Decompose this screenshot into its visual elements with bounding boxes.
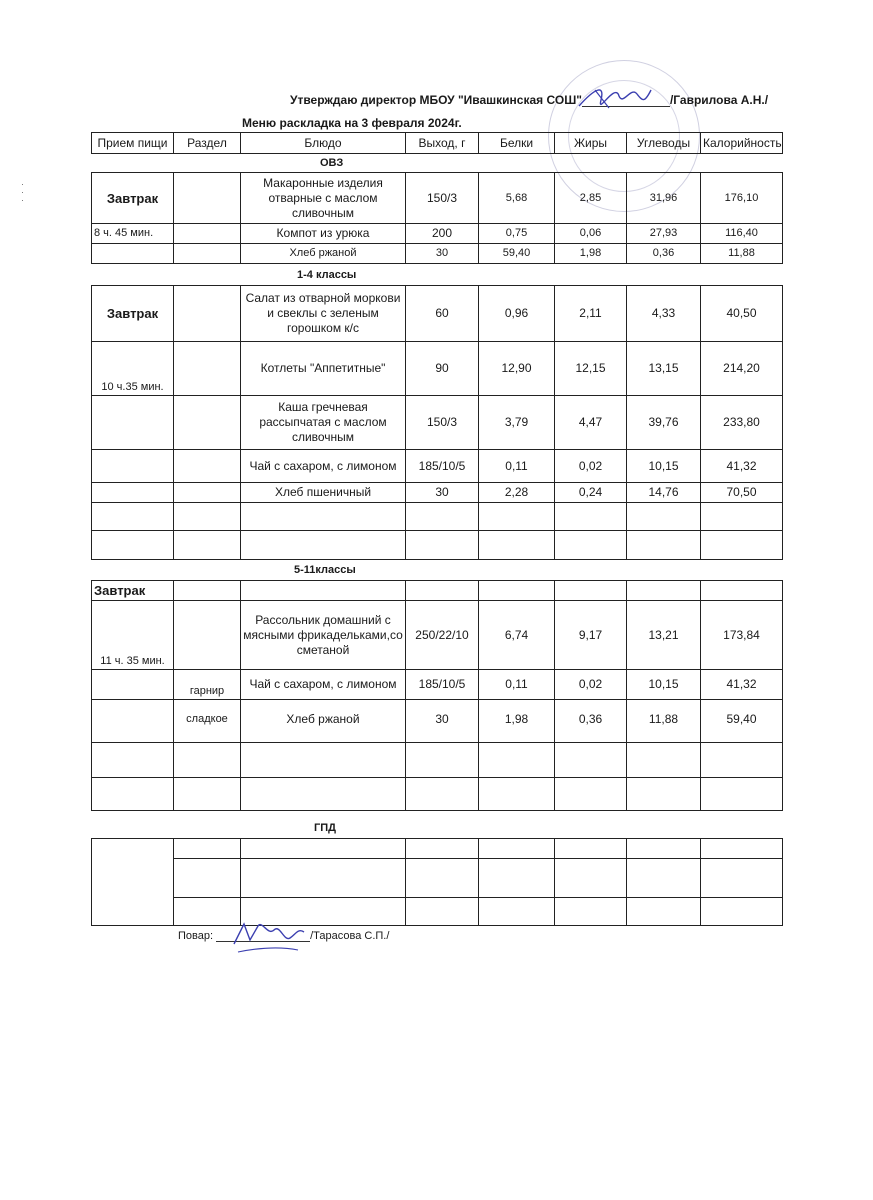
section-cell	[174, 450, 241, 483]
table-row	[92, 286, 783, 342]
meal-name: Завтрак	[92, 286, 174, 342]
carbs-cell: 13,15	[627, 342, 701, 396]
kcal-cell: 173,84	[701, 601, 783, 670]
dish-cell	[241, 581, 406, 601]
meal-cell	[92, 396, 174, 450]
header-section: Раздел	[174, 133, 241, 154]
fat-cell: 0,36	[555, 700, 627, 743]
fat-cell: 4,47	[555, 396, 627, 450]
dish-cell: Хлеб ржаной	[241, 244, 406, 264]
meal-name: Завтрак	[92, 581, 174, 601]
empty-row	[92, 839, 783, 859]
fat-cell: 0,24	[555, 483, 627, 503]
section-title-1-4: 1-4 классы	[297, 269, 357, 281]
protein-cell: 6,74	[479, 601, 555, 670]
kcal-cell: 70,50	[701, 483, 783, 503]
kcal-cell: 59,40	[701, 700, 783, 743]
header-fat: Жиры	[555, 133, 627, 154]
table-header-row	[92, 133, 783, 154]
meal-time: 11 ч. 35 мин.	[92, 601, 174, 670]
menu-table-ovz-rows	[91, 172, 783, 264]
yield-cell: 185/10/5	[406, 670, 479, 700]
meal-cell	[92, 839, 174, 926]
yield-cell: 150/3	[406, 173, 479, 224]
header-kcal: Калорийность	[701, 133, 783, 154]
protein-cell: 0,11	[479, 670, 555, 700]
fat-cell: 12,15	[555, 342, 627, 396]
empty-row	[92, 778, 783, 811]
empty-row	[92, 503, 783, 531]
carbs-cell: 13,21	[627, 601, 701, 670]
header-meal: Прием пищи	[92, 133, 174, 154]
fat-cell: 2,11	[555, 286, 627, 342]
protein-cell: 0,75	[479, 224, 555, 244]
menu-table-gpd	[91, 838, 783, 926]
protein-cell: 12,90	[479, 342, 555, 396]
section-cell	[174, 286, 241, 342]
yield-cell: 90	[406, 342, 479, 396]
header-dish: Блюдо	[241, 133, 406, 154]
carbs-cell: 27,93	[627, 224, 701, 244]
meal-name: Завтрак	[92, 173, 174, 224]
yield-cell: 185/10/5	[406, 450, 479, 483]
yield-cell: 250/22/10	[406, 601, 479, 670]
table-row	[92, 224, 783, 244]
fat-cell: 9,17	[555, 601, 627, 670]
dish-cell: Салат из отварной моркови и свеклы с зеленым горошком к/с	[241, 286, 406, 342]
section-cell	[174, 224, 241, 244]
protein-cell: 0,11	[479, 450, 555, 483]
empty-row	[92, 859, 783, 898]
dish-cell: Чай с сахаром, с лимоном	[241, 450, 406, 483]
yield-cell: 30	[406, 483, 479, 503]
page-title: Меню раскладка на 3 февраля 2024г.	[242, 116, 462, 130]
dish-cell: Чай с сахаром, с лимоном	[241, 670, 406, 700]
dish-cell: Хлеб пшеничный	[241, 483, 406, 503]
kcal-cell: 11,88	[701, 244, 783, 264]
meal-cell	[92, 670, 174, 700]
header-protein: Белки	[479, 133, 555, 154]
table-row	[92, 396, 783, 450]
fat-cell: 0,02	[555, 450, 627, 483]
menu-table-1-4	[91, 285, 783, 560]
yield-cell: 30	[406, 244, 479, 264]
protein-cell: 1,98	[479, 700, 555, 743]
header-yield: Выход, г	[406, 133, 479, 154]
carbs-cell: 10,15	[627, 670, 701, 700]
carbs-cell: 11,88	[627, 700, 701, 743]
approval-text: Утверждаю директор МБОУ "Ивашкинская СОШ"	[290, 93, 582, 107]
protein-cell: 2,28	[479, 483, 555, 503]
table-row	[92, 342, 783, 396]
carbs-cell: 14,76	[627, 483, 701, 503]
header-carbs: Углеводы	[627, 133, 701, 154]
yield-cell: 30	[406, 700, 479, 743]
carbs-cell: 0,36	[627, 244, 701, 264]
carbs-cell: 10,15	[627, 450, 701, 483]
menu-table-ovz	[91, 132, 783, 154]
protein-cell: 5,68	[479, 173, 555, 224]
section-cell: гарнир	[174, 670, 241, 700]
meal-cell	[92, 450, 174, 483]
section-title-ovz: ОВЗ	[320, 157, 344, 169]
section-cell	[174, 342, 241, 396]
table-row	[92, 450, 783, 483]
protein-cell: 59,40	[479, 244, 555, 264]
table-row	[92, 601, 783, 670]
kcal-cell: 233,80	[701, 396, 783, 450]
approval-line	[290, 93, 768, 107]
carbs-cell: 31,96	[627, 173, 701, 224]
carbs-cell: 4,33	[627, 286, 701, 342]
table-row	[92, 581, 783, 601]
table-row	[92, 173, 783, 224]
menu-table-5-11	[91, 580, 783, 811]
section-cell	[174, 173, 241, 224]
section-cell	[174, 244, 241, 264]
empty-row	[92, 531, 783, 560]
cook-name: /Тарасова С.П./	[310, 930, 390, 942]
kcal-cell: 214,20	[701, 342, 783, 396]
dish-cell: Хлеб ржаной	[241, 700, 406, 743]
dish-cell: Макаронные изделия отварные с маслом сливочным	[241, 173, 406, 224]
fat-cell: 2,85	[555, 173, 627, 224]
table-row	[92, 670, 783, 700]
meal-time: 10 ч.35 мин.	[92, 342, 174, 396]
cook-signature	[228, 918, 308, 958]
meal-cell	[92, 483, 174, 503]
empty-row	[92, 898, 783, 926]
fat-cell: 0,06	[555, 224, 627, 244]
table-row	[92, 700, 783, 743]
empty-row	[92, 743, 783, 778]
table-row	[92, 483, 783, 503]
section-cell	[174, 601, 241, 670]
kcal-cell: 40,50	[701, 286, 783, 342]
cook-label: Повар:	[178, 930, 214, 942]
dish-cell: Рассольник домашний с мясными фрикадельками,со сметаной	[241, 601, 406, 670]
section-cell	[174, 396, 241, 450]
dish-cell: Каша гречневая рассыпчатая с маслом сливочным	[241, 396, 406, 450]
section-cell	[174, 483, 241, 503]
kcal-cell: 41,32	[701, 670, 783, 700]
section-cell	[174, 581, 241, 601]
section-cell: сладкое	[174, 700, 241, 743]
meal-cell	[92, 244, 174, 264]
carbs-cell: 39,76	[627, 396, 701, 450]
dish-cell: Компот из урюка	[241, 224, 406, 244]
section-title-5-11: 5-11классы	[294, 564, 356, 576]
fat-cell: 1,98	[555, 244, 627, 264]
margin-marks: · · ·	[21, 179, 24, 205]
protein-cell: 0,96	[479, 286, 555, 342]
yield-cell: 150/3	[406, 396, 479, 450]
kcal-cell: 41,32	[701, 450, 783, 483]
meal-cell	[92, 700, 174, 743]
section-title-gpd: ГПД	[314, 822, 336, 834]
dish-cell: Котлеты "Аппетитные"	[241, 342, 406, 396]
yield-cell: 60	[406, 286, 479, 342]
kcal-cell: 116,40	[701, 224, 783, 244]
protein-cell: 3,79	[479, 396, 555, 450]
director-name: /Гаврилова А.Н./	[669, 93, 769, 107]
yield-cell: 200	[406, 224, 479, 244]
fat-cell: 0,02	[555, 670, 627, 700]
meal-time: 8 ч. 45 мин.	[92, 224, 174, 244]
director-signature	[575, 78, 655, 114]
kcal-cell: 176,10	[701, 173, 783, 224]
table-row	[92, 244, 783, 264]
